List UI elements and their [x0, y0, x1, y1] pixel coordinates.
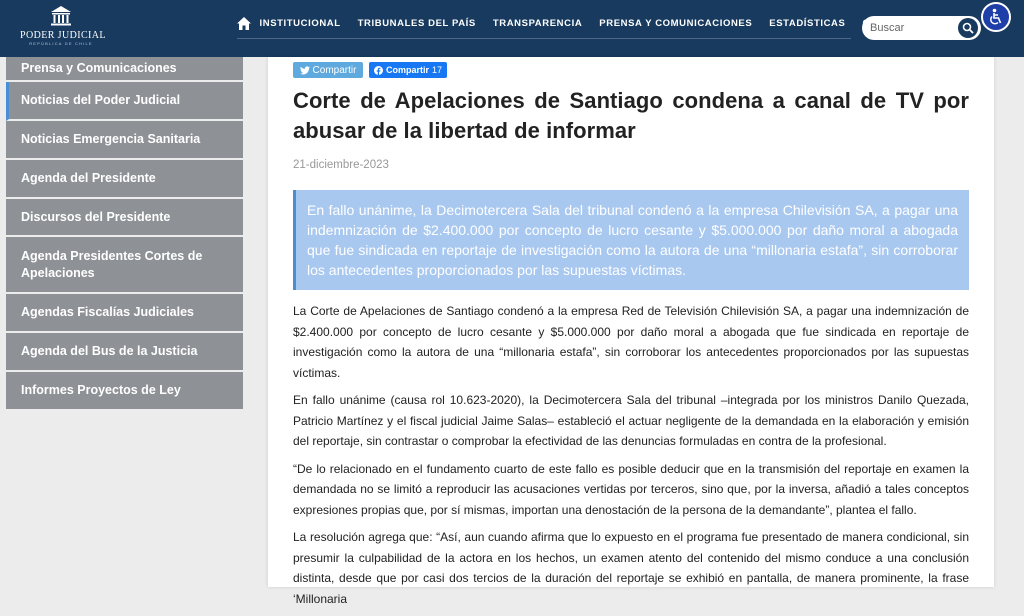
facebook-icon: [374, 66, 383, 75]
sidebar-item-fiscalias[interactable]: Agendas Fiscalías Judiciales: [6, 294, 243, 333]
accessibility-icon: [987, 8, 1005, 26]
search-button[interactable]: [958, 18, 978, 38]
sidebar-item-discursos[interactable]: Discursos del Presidente: [6, 199, 243, 237]
article-paragraph: En fallo unánime (causa rol 10.623-2020), la Decimotercera Sala del tribunal –integrada por los ministros Danilo Quezada, Patricio Martínez y el fiscal judicial Jaime Salas– estableció el actuar negligente de la demandada en la elaboración y emisión del reportaje, sin contrastar o comprobar la efectividad de las denuncias formuladas en contra de la profesional.: [293, 393, 969, 448]
home-button[interactable]: [237, 9, 251, 39]
article-title: Corte de Apelaciones de Santiago condena a canal de TV por abusar de la libertad de informar: [293, 88, 969, 143]
search-icon: [962, 22, 974, 34]
sidebar-item-proyectos-ley[interactable]: Informes Proyectos de Ley: [6, 372, 243, 411]
logo-title: PODER JUDICIAL: [20, 30, 106, 41]
facebook-share-count: 17: [432, 65, 443, 75]
share-buttons: [293, 62, 447, 78]
sidebar-item-emergencia[interactable]: Noticias Emergencia Sanitaria: [6, 121, 243, 160]
poder-judicial-logo[interactable]: [20, 4, 106, 48]
nav-institucional[interactable]: INSTITUCIONAL: [259, 18, 341, 29]
article-paragraph: La Corte de Apelaciones de Santiago condenó a la empresa Red de Televisión Chilevisión SA, a pagar una indemnización de $2.400.000 por concepto de lucro cesante y $5.000.000 por daño moral a abogada que fue sindicada en reportaje de investigación como la autora de una “millonaria estafa”, sin corroborar los antecedentes proporcionados por las supuestas víctimas.: [293, 304, 969, 380]
nav-transparencia[interactable]: TRANSPARENCIA: [492, 18, 583, 29]
logo-subtitle: REPÚBLICA DE CHILE: [29, 41, 93, 46]
sidebar-item-bus-justicia[interactable]: Agenda del Bus de la Justicia: [6, 333, 243, 372]
home-icon: [237, 17, 251, 30]
sidebar-item-noticias[interactable]: Noticias del Poder Judicial: [6, 82, 243, 121]
twitter-share-label: Compartir: [312, 64, 357, 76]
sidebar-item-agenda-presidente[interactable]: Agenda del Presidente: [6, 160, 243, 199]
facebook-share-label: Compartir: [386, 65, 430, 75]
twitter-icon: [300, 66, 310, 75]
facebook-share-button[interactable]: [369, 62, 447, 78]
sidebar: [6, 57, 243, 411]
article-body: [293, 301, 969, 616]
search-box: [862, 16, 981, 40]
site-header: [0, 0, 1024, 57]
sidebar-item-agenda-cortes[interactable]: Agenda Presidentes Cortes de Apelaciones: [6, 237, 243, 294]
accessibility-button[interactable]: [981, 2, 1011, 32]
nav-tribunales[interactable]: TRIBUNALES DEL PAÍS: [357, 18, 476, 29]
article-lead: En fallo unánime, la Decimotercera Sala del tribunal condenó a la empresa Chilevisión SA, a pagar una indemnización de $2.400.000 por concepto de lucro cesante y $5.000.000 por daño moral a abogada que fue sindicada en reportaje de investigación como la autora de una “millonaria estafa”, sin corroborar los antecedentes proporcionados por las supuestas víctimas.: [293, 190, 969, 290]
sidebar-item-prensa[interactable]: Prensa y Comunicaciones: [6, 57, 243, 82]
search-input[interactable]: [870, 19, 954, 37]
main-nav: [237, 9, 851, 39]
courthouse-icon: [49, 4, 73, 28]
article-paragraph: La resolución agrega que: “Así, aun cuando afirma que lo expuesto en el programa fue presentado de manera condicional, sin presumir la culpabilidad de la actora en los hechos, un examen atento del contenido del mismo conduce a una conclusión distinta, desde que por casi dos tercios de la duración del reportaje se exhibió en pantalla, de manera prominente, la frase ‘Millonaria: [293, 530, 969, 606]
twitter-share-button[interactable]: [293, 62, 363, 78]
nav-estadisticas[interactable]: ESTADÍSTICAS: [769, 18, 846, 29]
article-paragraph: “De lo relacionado en el fundamento cuarto de este fallo es posible deducir que en la transmisión del reportaje en examen la demandada no se limitó a reproducir las acusaciones vertidas por terceros, sino que, por la inversa, añadió a tales conceptos expresiones propias que, por sí mismas, importan una denostación de la persona de la demandante”, plantea el fallo.: [293, 461, 969, 517]
article-container: [268, 57, 994, 606]
nav-prensa[interactable]: PRENSA Y COMUNICACIONES: [599, 18, 753, 29]
article-date: 21-diciembre-2023: [293, 159, 389, 171]
